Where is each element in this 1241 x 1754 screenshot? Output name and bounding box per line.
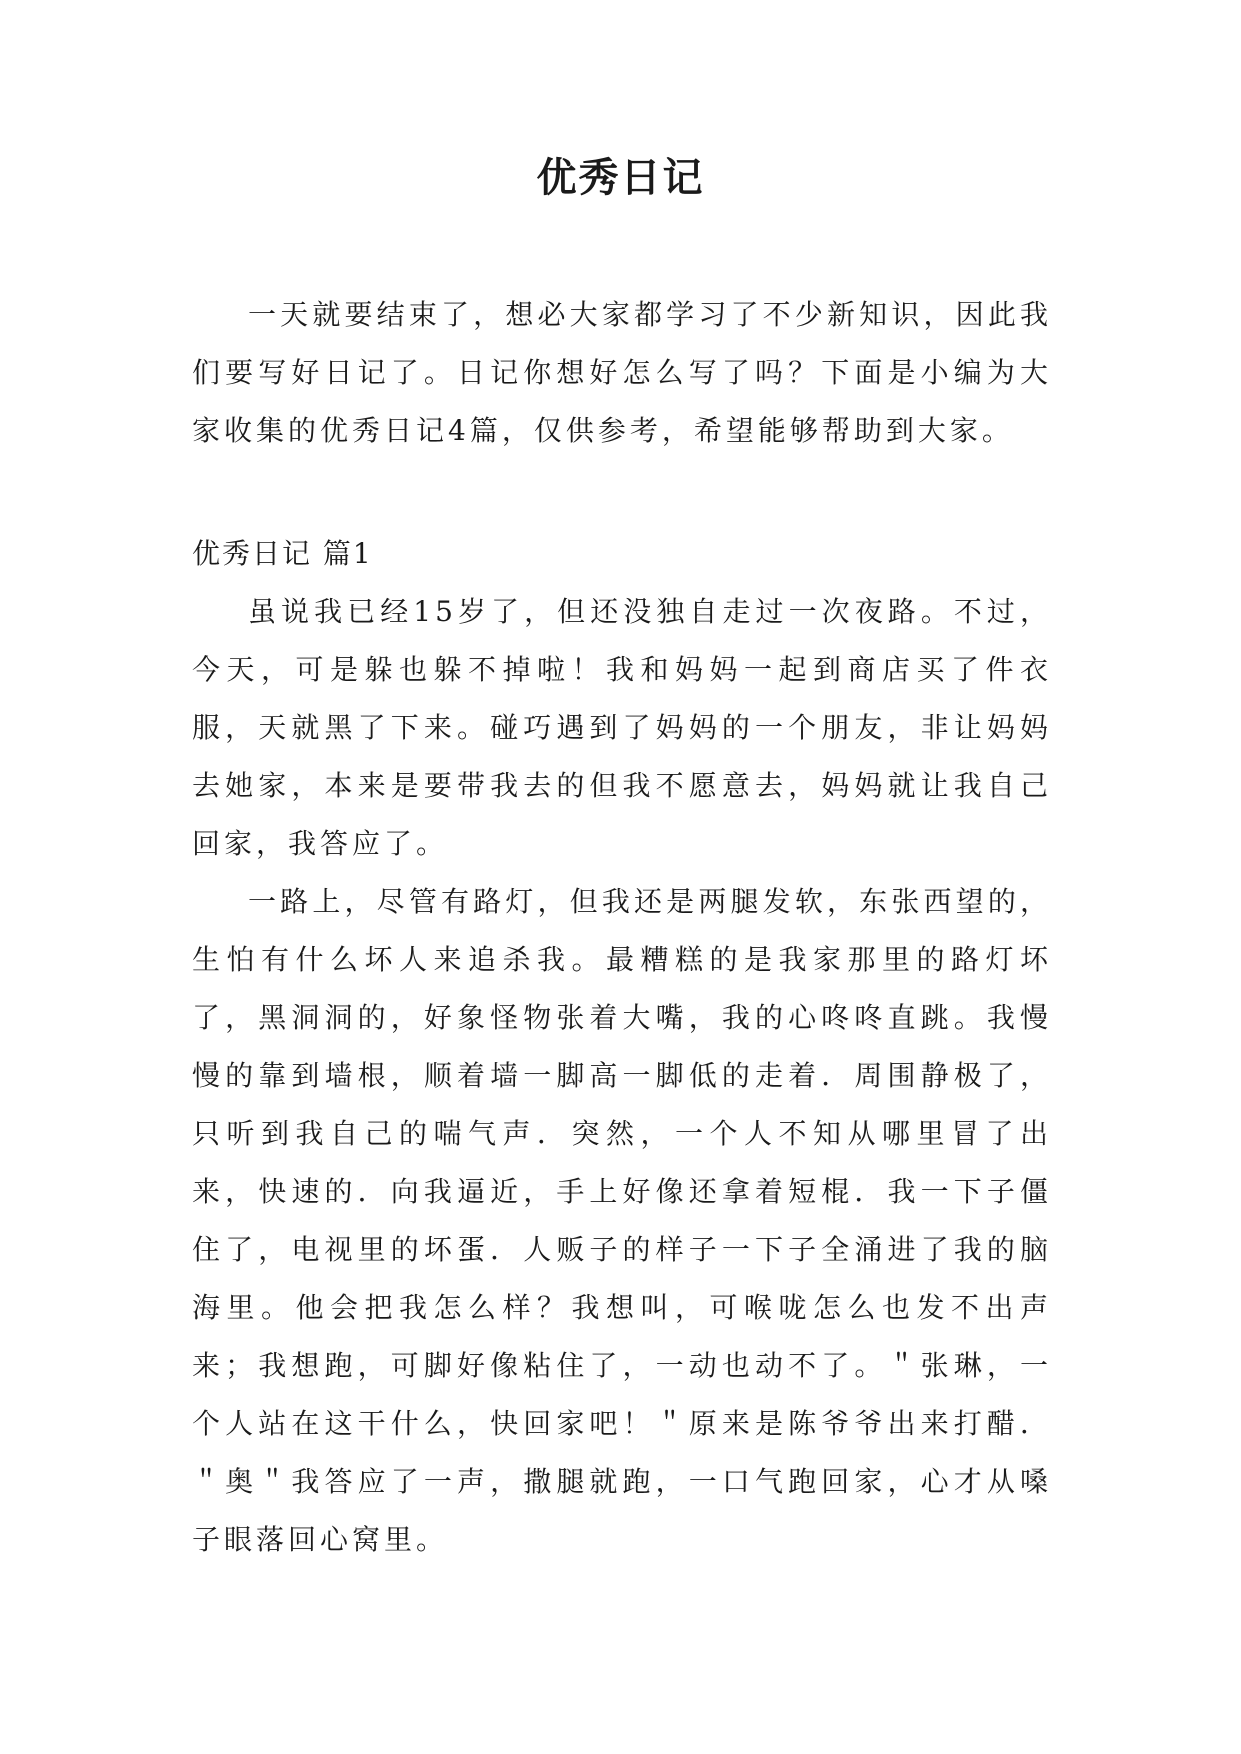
section-heading: 优秀日记 篇1 [192,537,373,570]
document-title: 优秀日记 [536,155,705,201]
body-paragraph: 一路上，尽管有路灯，但我还是两腿发软，东张西望的，生怕有什么坏人来追杀我。最糟糕的是我家那里的路灯坏了，黑洞洞的，好象怪物张着大嘴，我的心咚咚直跳。我慢慢的靠到墙根，顺着墙一脚高一脚低的走着．周围静极了，只听到我自己的喘气声．突然，一个人不知从哪里冒了出来，快速的．向我逼近，手上好像还拿着短棍．我一下子僵住了，电视里的坏蛋．人贩子的样子一下子全涌进了我的脑海里。他会把我怎么样？我想叫，可喉咙怎么也发不出声来；我想跑，可脚好像粘住了，一动也动不了。＂张琳，一个人站在这干什么，快回家吧！＂原来是陈爷爷出来打醋．＂奥＂我答应了一声，撒腿就跑，一口气跑回家，心才从嗓子眼落回心窝里。 [192,885,1052,1556]
intro-paragraph: 一天就要结束了，想必大家都学习了不少新知识，因此我们要写好日记了。日记你想好怎么写了吗？下面是小编为大家收集的优秀日记4篇，仅供参考，希望能够帮助到大家。 [192,298,1052,447]
body-paragraph: 虽说我已经15岁了，但还没独自走过一次夜路。不过，今天，可是躲也躲不掉啦！我和妈妈一起到商店买了件衣服，天就黑了下来。碰巧遇到了妈妈的一个朋友，非让妈妈去她家，本来是要带我去的但我不愿意去，妈妈就让我自己回家，我答应了。 [192,595,1052,860]
